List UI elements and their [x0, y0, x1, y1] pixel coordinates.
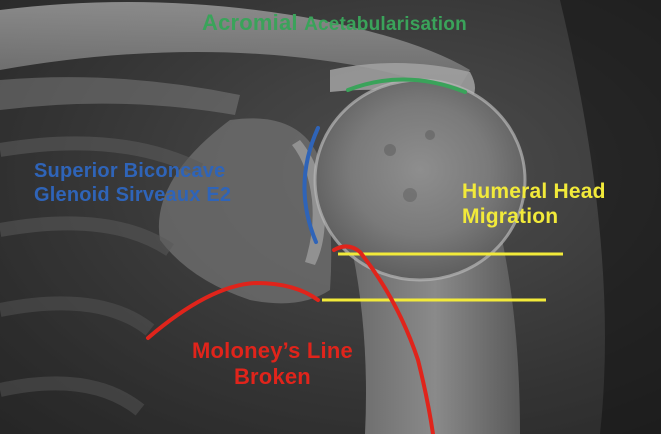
acetabularisation-word: Acetabularisation — [304, 14, 467, 35]
acromial-label — [202, 10, 467, 36]
moloney-label — [192, 338, 353, 390]
moloney-label-line1: Moloney’s Line — [192, 338, 353, 363]
moloney-label-line2: Broken — [233, 363, 311, 389]
migration-label — [462, 180, 606, 230]
bone-cyst — [403, 188, 417, 202]
bone-cyst — [425, 130, 435, 140]
glenoid-label-line2: Glenoid Sirveaux E2 — [34, 183, 232, 206]
glenoid-label-line1: Superior Biconcave — [34, 160, 226, 182]
glenoid-label — [34, 160, 231, 207]
acromial-word: Acromial — [202, 10, 298, 35]
bone-cyst — [384, 144, 396, 156]
migration-label-line2: Migration — [462, 204, 559, 228]
migration-label-line1: Humeral Head — [462, 180, 606, 203]
